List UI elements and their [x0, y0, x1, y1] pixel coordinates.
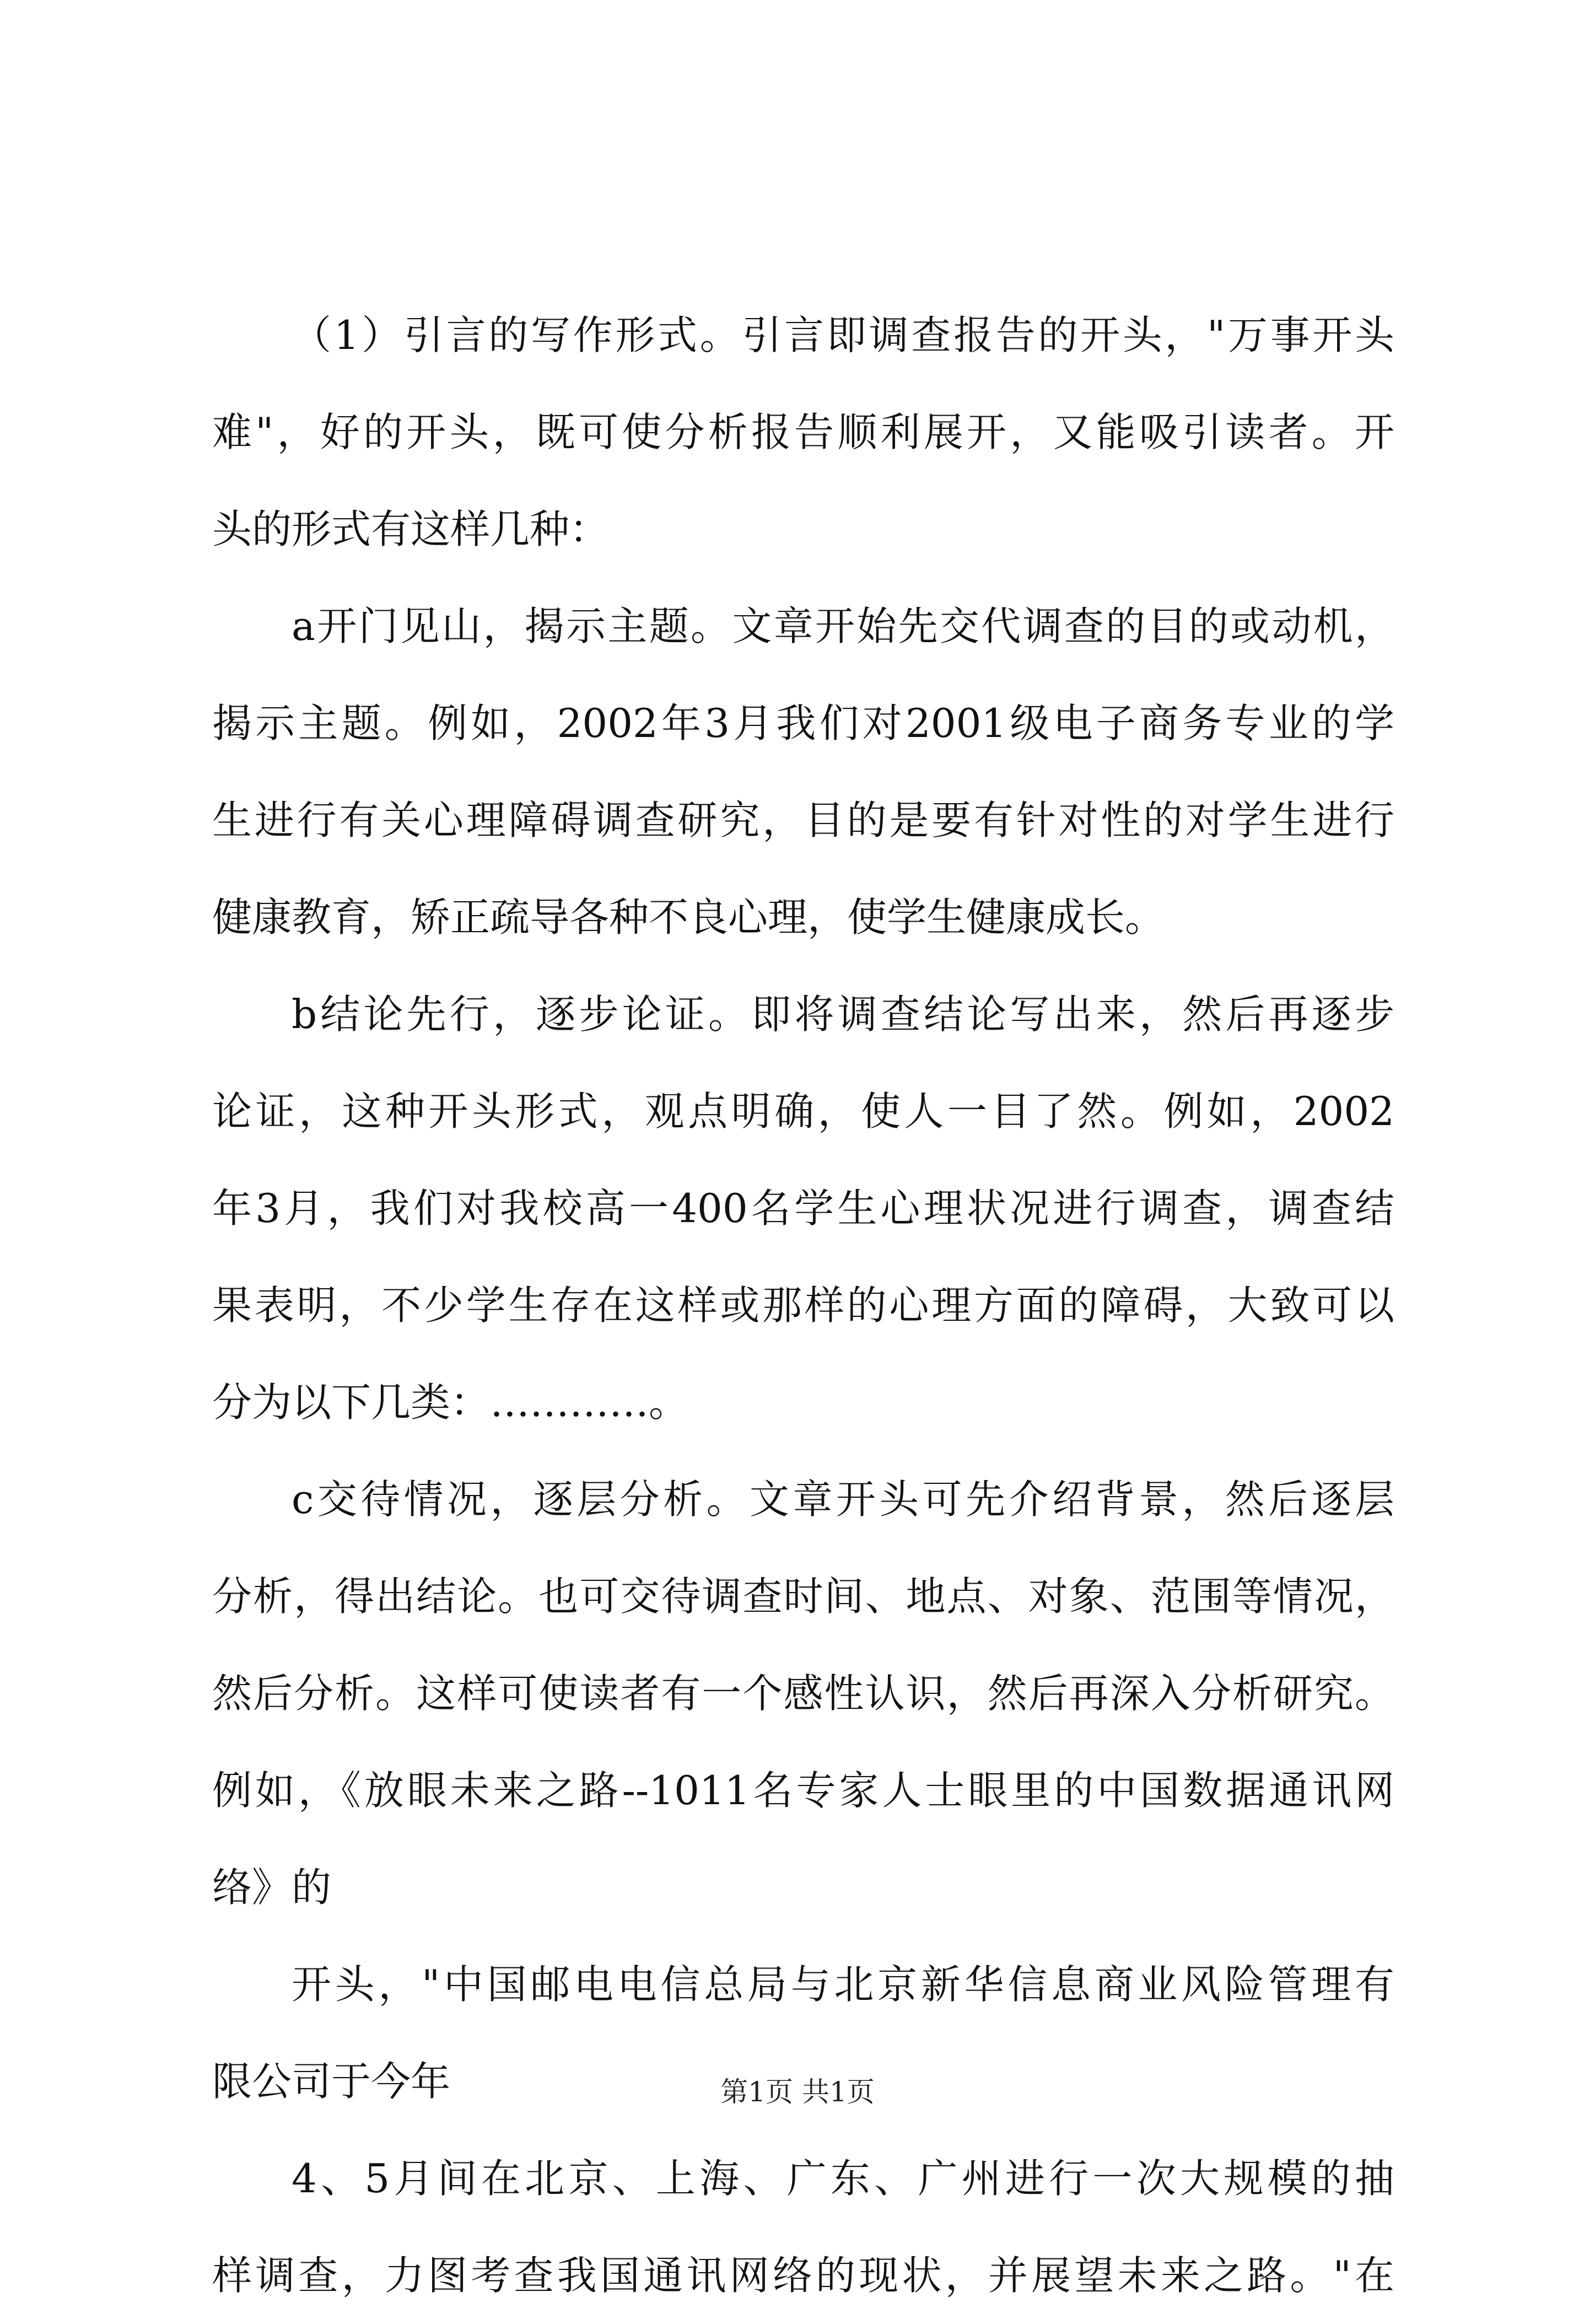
text-line-11: 果表明，不少学生存在这样或那样的心理方面的障碍，大致可以 [212, 1282, 1394, 1328]
text-line-2: 难"，好的开头，既可使分析报告顺利展开，又能吸引读者。开 [212, 409, 1394, 455]
document-body [212, 287, 1394, 2324]
text-line-15: 然后分析。这样可使读者有一个感性认识，然后再深入分析研究。 [212, 1670, 1394, 1717]
text-line-4: a开门见山，揭示主题。文章开始先交代调查的目的或动机， [292, 603, 1394, 649]
text-line-19: 限公司于今年 [212, 2058, 451, 2105]
text-line-3: 头的形式有这样几种： [212, 506, 610, 552]
text-line-20: 4、5月间在北京、上海、广东、广州进行一次大规模的抽 [292, 2155, 1394, 2202]
text-line-21: 样调查，力图考查我国通讯网络的现状，并展望未来之路。"在 [212, 2252, 1394, 2299]
text-line-14: 分析，得出结论。也可交待调查时间、地点、对象、范围等情况， [212, 1573, 1394, 1620]
text-line-1: （1）引言的写作形式。引言即调查报告的开头，"万事开头 [292, 312, 1394, 358]
text-line-10: 年3月，我们对我校高一400名学生心理状况进行调查，调查结 [212, 1185, 1394, 1231]
text-line-7: 健康教育，矫正疏导各种不良心理，使学生健康成长。 [212, 894, 1165, 940]
text-line-18: 开头，"中国邮电电信总局与北京新华信息商业风险管理有 [292, 1961, 1394, 2008]
text-line-17: 络》的 [212, 1864, 332, 1911]
page-footer: 第1页 共1页 [720, 2076, 875, 2108]
text-line-9: 论证，这种开头形式，观点明确，使人一目了然。例如，2002 [212, 1088, 1394, 1134]
text-line-12: 分为以下几类：…………。 [212, 1379, 689, 1425]
text-line-13: c交待情况，逐层分析。文章开头可先介绍背景，然后逐层 [292, 1476, 1394, 1523]
text-line-5: 揭示主题。例如，2002年3月我们对2001级电子商务专业的学 [212, 700, 1394, 746]
text-line-6: 生进行有关心理障碍调查研究，目的是要有针对性的对学生进行 [212, 797, 1394, 843]
text-line-8: b结论先行，逐步论证。即将调查结论写出来，然后再逐步 [292, 991, 1394, 1037]
text-line-16: 例如，《放眼未来之路--1011名专家人士眼里的中国数据通讯网 [212, 1767, 1394, 1814]
